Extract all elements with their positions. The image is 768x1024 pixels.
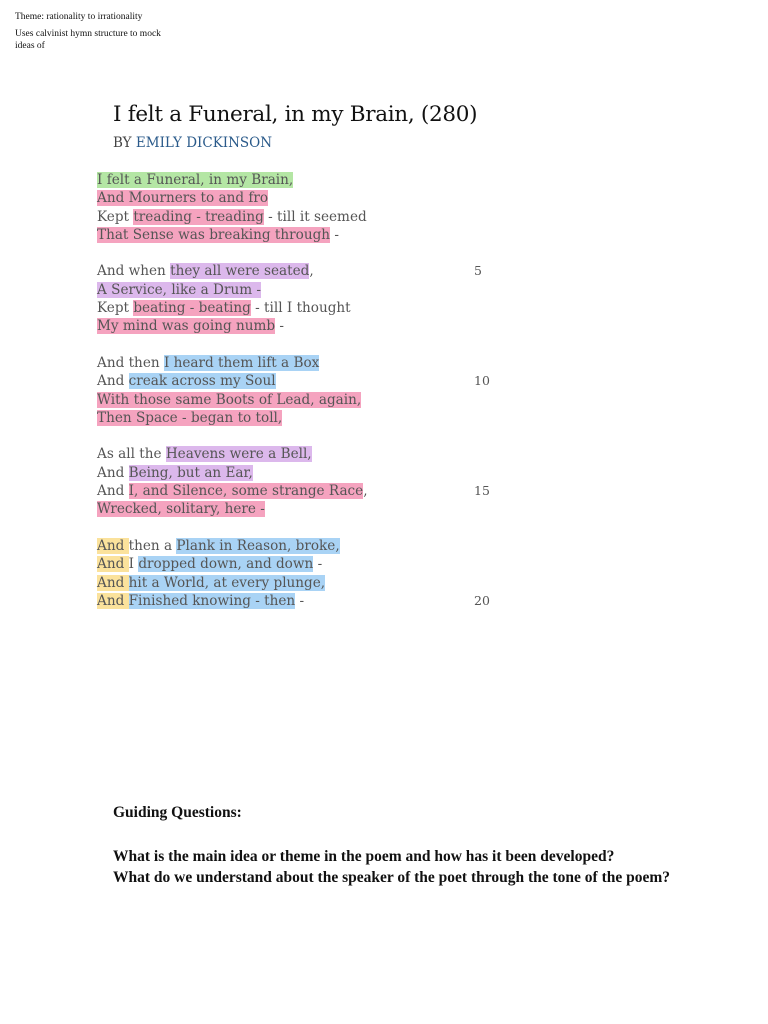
poem-line — [97, 464, 517, 482]
line-text: , — [363, 483, 368, 500]
poem-body — [97, 171, 517, 610]
poem-line — [97, 574, 517, 592]
poem-line — [97, 372, 517, 390]
poem-line — [97, 592, 517, 610]
line-text: - till I thought — [250, 300, 351, 317]
margin-note-ideas: ideas of — [15, 41, 45, 51]
poem-line — [97, 208, 517, 226]
line-number: 15 — [474, 483, 490, 499]
poem-line — [97, 354, 517, 372]
line-text: - — [330, 226, 339, 243]
line-text: I — [128, 556, 139, 573]
poem-line — [97, 500, 517, 518]
line-text: Kept — [97, 208, 134, 225]
highlighted-text: Plank in Reason, broke, — [176, 537, 340, 554]
poem-line — [97, 281, 517, 299]
guiding-question-2: What do we understand about the speaker of the poet through the tone of the poem? — [113, 869, 671, 886]
highlighted-text: I, and Silence, some strange Race — [128, 483, 364, 500]
poem-title: I felt a Funeral, in my Brain, (280) — [113, 102, 478, 127]
line-text: And when — [97, 263, 171, 280]
stanza-gap — [97, 519, 517, 537]
highlighted-text: creak across my Soul — [128, 373, 276, 390]
highlighted-text: A Service, like a Drum - — [97, 281, 262, 298]
poem-line — [97, 391, 517, 409]
line-text: - — [275, 318, 285, 335]
line-text: , — [309, 263, 314, 280]
line-text: Kept — [97, 300, 134, 317]
line-text: As all the — [97, 446, 166, 463]
poem-line — [97, 555, 517, 573]
line-number: 10 — [474, 373, 490, 389]
guiding-question-1: What is the main idea or theme in the poem and how has it been developed? — [113, 848, 615, 865]
line-text: And then — [97, 354, 164, 371]
stanza-gap — [97, 244, 517, 262]
highlighted-text: And — [97, 556, 129, 573]
highlighted-text: Heavens were a Bell, — [165, 446, 312, 463]
poem-line — [97, 226, 517, 244]
stanza-gap — [97, 427, 517, 445]
highlighted-text: And — [97, 574, 129, 591]
highlighted-text: hit a World, at every plunge, — [128, 574, 326, 591]
margin-note-theme: Theme: rationality to irrationality — [15, 12, 143, 22]
stanza-gap — [97, 336, 517, 354]
poem-line — [97, 537, 517, 555]
line-number: 20 — [474, 592, 490, 608]
highlighted-text: With those same Boots of Lead, again, — [97, 391, 362, 408]
highlighted-text: And Mourners to and fro — [97, 190, 269, 207]
guiding-questions-list — [113, 846, 673, 888]
poem-line — [97, 445, 517, 463]
poem-line — [97, 409, 517, 427]
byline-prefix: BY — [113, 135, 136, 151]
highlighted-text: dropped down, and down — [138, 556, 314, 573]
highlighted-text: Finished knowing - then — [128, 592, 296, 609]
highlighted-text: I heard them lift a Box — [163, 354, 320, 371]
byline — [113, 135, 272, 151]
line-text: - — [313, 556, 323, 573]
highlighted-text: beating - beating — [133, 300, 251, 317]
margin-note-structure: Uses calvinist hymn structure to mock — [15, 29, 161, 39]
line-text: And — [97, 373, 129, 390]
highlighted-text: treading - treading — [133, 208, 264, 225]
poem-line — [97, 299, 517, 317]
line-text: - — [295, 592, 305, 609]
highlighted-text: And — [97, 592, 129, 609]
highlighted-text: Then Space - began to toll, — [97, 409, 283, 426]
poem-line — [97, 262, 517, 280]
poem-line — [97, 317, 517, 335]
author-link[interactable]: EMILY DICKINSON — [135, 135, 273, 151]
poem-line — [97, 171, 517, 189]
line-text: then a — [128, 537, 177, 554]
line-text: - till it seemed — [263, 208, 367, 225]
guiding-questions-heading: Guiding Questions: — [113, 804, 242, 821]
line-text: And — [97, 464, 129, 481]
line-number: 5 — [474, 263, 482, 279]
poem-line — [97, 482, 517, 500]
highlighted-text: That Sense was breaking through — [97, 226, 331, 243]
highlighted-text: I felt a Funeral, in my Brain, — [97, 172, 294, 188]
poem-line — [97, 189, 517, 207]
line-text: And — [97, 483, 129, 500]
highlighted-text: My mind was going numb — [97, 318, 276, 335]
highlighted-text: Being, but an Ear, — [128, 464, 253, 481]
highlighted-text: Wrecked, solitary, here - — [97, 501, 265, 518]
highlighted-text: they all were seated — [170, 263, 310, 280]
highlighted-text: And — [97, 537, 129, 554]
